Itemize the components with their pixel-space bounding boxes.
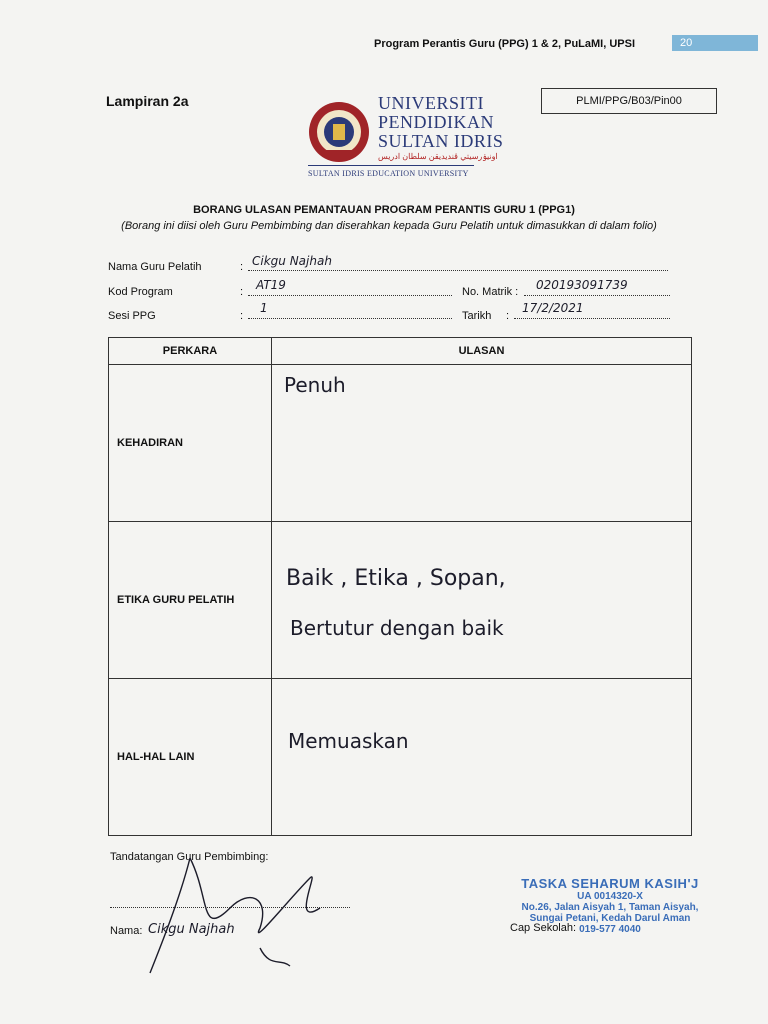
nama-footer-label: Nama: [110,925,143,937]
school-stamp: TASKA SEHARUM KASIH'J UA 0014320-X No.26, Jalan Aisyah 1, Taman Aisyah, Sungai Petani, Kedah Darul Aman 019-577 4040 [521,876,699,935]
perkara-header: PERKARA [109,338,272,365]
form-subtitle: (Borang ini diisi oleh Guru Pembimbing dan diserahkan kepada Guru Pelatih untuk dimasukkan di dalam folio) [121,220,657,232]
sesi-ppg-label: Sesi PPG [108,310,156,322]
no-matrik-value: 020193091739 [536,278,628,292]
colon: : [240,261,244,273]
sesi-ppg-line [248,306,452,319]
no-matrik-label: No. Matrik : [462,286,519,298]
colon: : [240,286,244,298]
colon: : [506,310,510,322]
ulasan-etika [272,522,692,679]
nama-footer-value: Cikgu Najhah [148,922,235,937]
perkara-hal-lain: HAL-HAL LAIN [109,679,272,836]
page-number-badge: 20 [672,35,758,51]
lampiran-label: Lampiran 2a [106,93,189,109]
signature-line [110,895,350,908]
ulasan-etika-line1: Baik , Etika , Sopan, [286,566,506,591]
reference-code-box: PLMI/PPG/B03/Pin00 [541,88,717,114]
logo-divider [308,165,474,166]
university-seal-icon [304,100,374,169]
tarikh-label: Tarikh [462,310,492,322]
sesi-ppg-value: 1 [260,301,268,315]
form-title: BORANG ULASAN PEMANTAUAN PROGRAM PERANTIS GURU 1 (PPG1) [193,204,575,216]
perkara-kehadiran: KEHADIRAN [109,365,272,522]
ulasan-kehadiran-text: Penuh [284,373,346,397]
ulasan-table [108,337,692,836]
colon: : [240,310,244,322]
university-name-arabic: اونيۏرسيتي ڤنديديقن سلطان ادريس [378,152,498,161]
signature-scribble-icon [120,838,420,983]
header-program-title: Program Perantis Guru (PPG) 1 & 2, PuLaMI, UPSI [374,38,636,50]
table-row [109,679,692,836]
ulasan-kehadiran [272,365,692,522]
table-row [109,522,692,679]
kod-program-value: AT19 [256,278,286,292]
university-name-english: SULTAN IDRIS EDUCATION UNIVERSITY [308,169,469,178]
ulasan-hal-lain [272,679,692,836]
nama-guru-label: Nama Guru Pelatih [108,261,202,273]
ulasan-etika-line2: Bertutur dengan baik [290,616,504,640]
cap-sekolah-label: Cap Sekolah: [510,922,577,934]
signature-label: Tandatangan Guru Pembimbing: [110,851,269,863]
table-row [109,365,692,522]
university-name-logo: UNIVERSITI PENDIDIKAN SULTAN IDRIS [378,93,504,151]
ulasan-hal-lain-text: Memuaskan [288,729,409,753]
kod-program-label: Kod Program [108,286,173,298]
nama-guru-value: Cikgu Najhah [252,254,332,268]
tarikh-value: 17/2/2021 [522,301,584,315]
perkara-etika: ETIKA GURU PELATIH [109,522,272,679]
ulasan-header: ULASAN [272,338,692,365]
